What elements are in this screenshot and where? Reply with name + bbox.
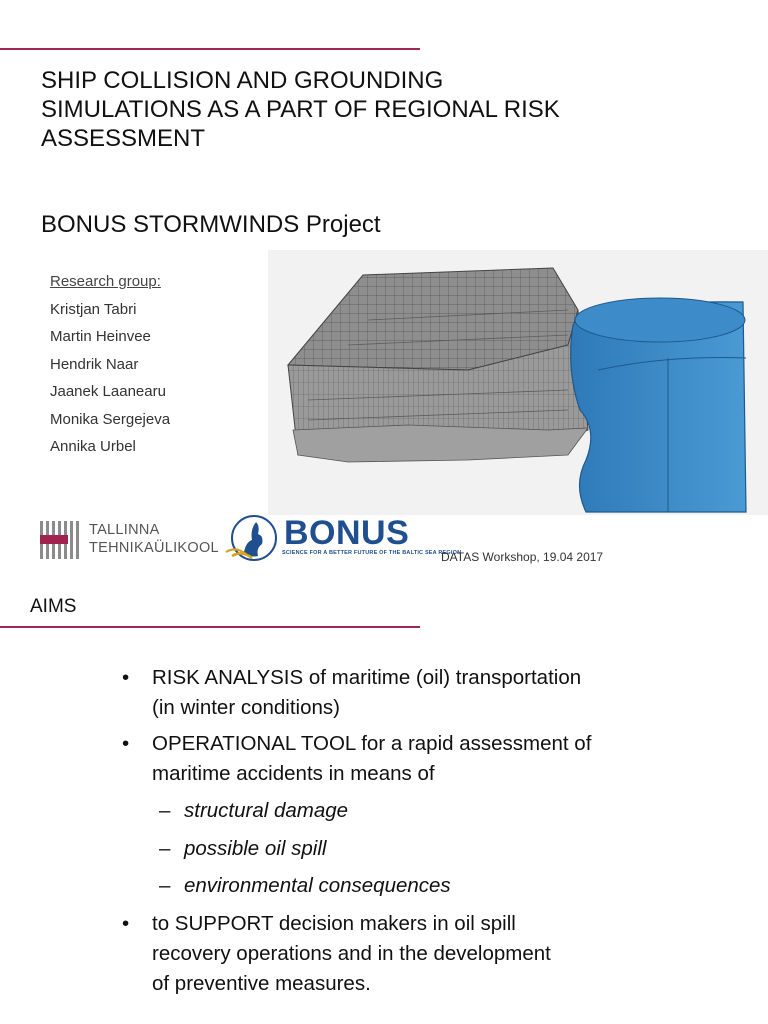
ttu-logo (40, 519, 225, 561)
research-group-member: Kristjan Tabri (50, 300, 137, 318)
ttu-wordmark (89, 521, 219, 557)
aims-heading: AIMS (30, 596, 77, 617)
title-line: ASSESSMENT (41, 125, 206, 152)
sub-bullet-item (122, 834, 682, 864)
bullet-line: OPERATIONAL TOOL for a rapid assessment of (152, 732, 592, 755)
ttu-bars-icon (40, 521, 80, 559)
sub-bullet-text: environmental consequences (184, 874, 451, 897)
bonus-logo (222, 510, 462, 566)
research-group-member: Martin Heinvee (50, 328, 151, 345)
bonus-tagline: SCIENCE FOR A BETTER FUTURE OF THE BALTIC SEA REGION (282, 550, 462, 556)
title-accent-rule (0, 48, 420, 50)
bullet-line: recovery operations and in the development (152, 942, 551, 965)
bullet-item (122, 909, 682, 999)
bullet-line: maritime accidents in means of (152, 762, 435, 785)
dash-icon: – (159, 874, 171, 897)
ttu-line-2: TEHNIKAÜLIKOOL (89, 540, 219, 556)
project-subtitle: BONUS STORMWINDS Project (41, 211, 381, 238)
ttu-line-1: TALLINNA (89, 522, 160, 538)
aims-bullet-list (122, 663, 682, 1005)
bullet-dot-icon: • (122, 732, 130, 755)
bullet-line: to SUPPORT decision makers in oil spill (152, 912, 516, 935)
workshop-caption: DATAS Workshop, 19.04 2017 (441, 550, 604, 564)
sub-bullet-item (122, 871, 682, 901)
research-group-member: Annika Urbel (50, 438, 136, 455)
slide-title (41, 66, 601, 153)
research-group (50, 268, 170, 461)
bonus-wordmark: BONUS (284, 514, 410, 552)
dash-icon: – (159, 799, 171, 822)
sub-bullet-text: possible oil spill (184, 836, 327, 860)
aims-accent-rule (0, 626, 420, 628)
ship-collision-model-image (268, 250, 768, 515)
bullet-item (122, 663, 682, 723)
research-group-member: Monika Sergejeva (50, 410, 171, 428)
bullet-item (122, 729, 682, 789)
bullet-line: RISK ANALYSIS of maritime (oil) transportation (152, 666, 582, 689)
title-line: SHIP COLLISION AND GROUNDING (41, 67, 444, 94)
dash-icon: – (159, 836, 171, 860)
bullet-line: (in winter conditions) (152, 696, 340, 719)
sub-bullet-text: structural damage (184, 799, 349, 822)
bullet-dot-icon: • (122, 912, 130, 935)
research-group-heading: Research group: (50, 273, 161, 290)
bullet-line: of preventive measures. (152, 972, 371, 995)
title-line: SIMULATIONS AS A PART OF REGIONAL RISK (41, 96, 560, 123)
bullet-dot-icon: • (122, 666, 130, 689)
research-group-member: Hendrik Naar (50, 355, 139, 373)
research-group-member: Jaanek Laanearu (50, 383, 166, 400)
sub-bullet-item (122, 796, 682, 826)
baltic-sea-map-icon (222, 512, 282, 564)
